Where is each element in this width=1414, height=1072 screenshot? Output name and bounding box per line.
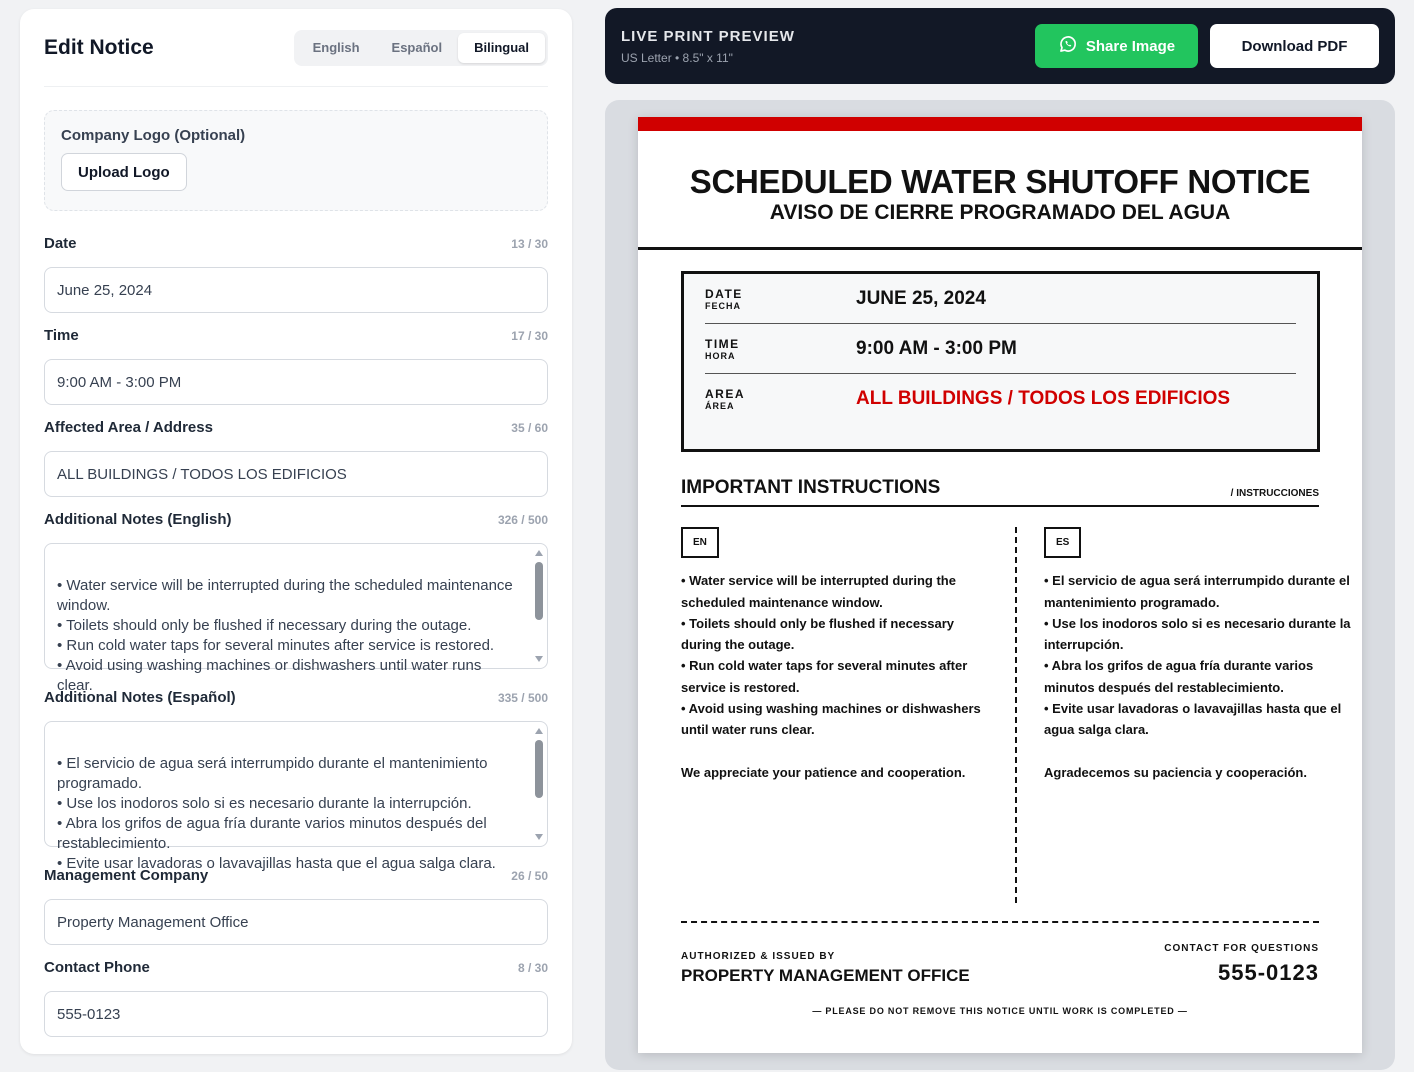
date-label: Date	[44, 235, 77, 252]
preview-heading	[621, 28, 795, 65]
preview-stage	[605, 100, 1395, 1070]
lang-english-button[interactable]: English	[312, 40, 360, 55]
company-input[interactable]: Property Management Office	[44, 899, 548, 945]
info-value-area: ALL BUILDINGS / TODOS LOS EDIFICIOS	[856, 388, 1231, 409]
contact-block	[1164, 943, 1319, 986]
logo-label: Company Logo (Optional)	[61, 127, 246, 144]
footer-note: — PLEASE DO NOT REMOVE THIS NOTICE UNTIL WORK IS COMPLETED —	[812, 1006, 1188, 1016]
instructions-header	[681, 475, 1319, 507]
thanks-english: We appreciate your patience and cooperation.	[681, 764, 966, 780]
notes-english-textarea[interactable]	[44, 543, 548, 694]
info-label-es: ÁREA	[705, 401, 735, 411]
whatsapp-icon	[1058, 34, 1078, 58]
area-char-count: 35 / 60	[511, 421, 548, 435]
notes-spanish-char-count: 335 / 500	[497, 691, 548, 705]
preview-actions	[1035, 24, 1379, 68]
notice-paper	[638, 117, 1362, 1053]
area-field	[44, 419, 548, 497]
info-label	[705, 387, 856, 411]
notice-title: SCHEDULED WATER SHUTOFF NOTICE	[689, 163, 1311, 200]
info-label-en: AREA	[705, 387, 746, 401]
instructions-english-text: • Water service will be interrupted during the scheduled maintenance window. • Toilets should only be flushed if necessary during the outage. • Run cold water taps for several minutes after service is restored. • Avoid using washing machines or dishwashers until water runs clear.	[681, 573, 981, 738]
logo-upload-box	[44, 110, 548, 211]
time-label: Time	[44, 327, 79, 344]
footer-divider	[681, 921, 1319, 923]
red-top-strip	[638, 117, 1362, 131]
notes-english-char-count: 326 / 500	[497, 513, 548, 527]
notes-english-scrollbar[interactable]	[534, 548, 544, 664]
notes-spanish-label: Additional Notes (Español)	[44, 689, 236, 706]
info-label	[705, 287, 856, 311]
info-row-area	[705, 374, 1296, 424]
company-field	[44, 867, 548, 945]
scroll-down-icon[interactable]	[535, 656, 543, 662]
notice-subtitle: AVISO DE CIERRE PROGRAMADO DEL AGUA	[769, 201, 1231, 224]
notes-english-field	[44, 511, 548, 694]
download-pdf-button[interactable]: Download PDF	[1210, 24, 1379, 68]
time-field	[44, 327, 548, 405]
notice-info-box	[681, 271, 1320, 452]
notes-spanish-textarea[interactable]	[44, 721, 548, 872]
es-tag: ES	[1044, 527, 1081, 558]
notes-spanish-field	[44, 689, 548, 872]
instructions-subtitle: / INSTRUCCIONES	[1230, 488, 1319, 499]
info-label-en: TIME	[705, 336, 740, 351]
instructions-title: IMPORTANT INSTRUCTIONS	[681, 477, 941, 498]
scroll-down-icon[interactable]	[535, 834, 543, 840]
info-label-en: DATE	[705, 286, 743, 301]
lang-bilingual-button[interactable]: Bilingual	[458, 33, 545, 63]
instructions-english-column	[681, 527, 991, 783]
info-value-time: 9:00 AM - 3:00 PM	[856, 337, 1017, 359]
language-toggle	[294, 30, 548, 66]
notes-english-label: Additional Notes (English)	[44, 511, 232, 528]
info-label-es: HORA	[705, 350, 736, 361]
date-field	[44, 235, 548, 313]
phone-field	[44, 959, 548, 1037]
en-tag: EN	[681, 527, 719, 558]
editor-panel	[20, 9, 572, 1054]
issued-by-block	[681, 951, 970, 986]
time-char-count: 17 / 30	[511, 329, 548, 343]
upload-logo-button[interactable]: Upload Logo	[61, 153, 187, 191]
phone-input[interactable]: 555-0123	[44, 991, 548, 1037]
info-value-date: JUNE 25, 2024	[856, 287, 986, 309]
preview-title: LIVE PRINT PREVIEW	[621, 27, 795, 45]
editor-header	[44, 9, 548, 87]
time-input[interactable]: 9:00 AM - 3:00 PM	[44, 359, 548, 405]
area-label: Affected Area / Address	[44, 419, 213, 436]
scroll-up-icon[interactable]	[535, 728, 543, 734]
share-image-button[interactable]	[1035, 24, 1198, 68]
preview-toolbar	[605, 8, 1395, 84]
notes-spanish-text: • El servicio de agua será interrumpido durante el mantenimiento programado. • Use los inodoros solo si es necesario durante la interrupción. • Abra los grifos de agua fría durante varios minutos después del restablecimiento. • Evite usar lavadoras o lavavajillas hasta que el agua salga clara.	[57, 755, 496, 872]
notes-spanish-scrollbar[interactable]	[534, 726, 544, 842]
company-label: Management Company	[44, 867, 209, 884]
preview-subtitle: US Letter • 8.5" x 11"	[621, 50, 733, 65]
notes-english-text: • Water service will be interrupted during the scheduled maintenance window. • Toilets should only be flushed if necessary during the outage. • Run cold water taps for several minutes after service is restored. • Avoid using washing machines or dishwashers until water runs clear.	[57, 577, 513, 694]
contact-label: CONTACT FOR QUESTIONS	[1164, 943, 1319, 954]
info-label-es: FECHA	[705, 300, 741, 311]
scroll-thumb[interactable]	[535, 562, 543, 620]
scroll-thumb[interactable]	[535, 740, 543, 798]
issued-by-label: AUTHORIZED & ISSUED BY	[681, 951, 836, 962]
scroll-up-icon[interactable]	[535, 550, 543, 556]
date-char-count: 13 / 30	[511, 237, 548, 251]
issued-by-company: PROPERTY MANAGEMENT OFFICE	[681, 966, 970, 985]
area-input[interactable]: ALL BUILDINGS / TODOS LOS EDIFICIOS	[44, 451, 548, 497]
column-divider	[1015, 527, 1017, 903]
info-label	[705, 337, 856, 361]
instructions-spanish-text: • El servicio de agua será interrumpido durante el mantenimiento programado. • Use los inodoros solo si es necesario durante la interrupción. • Abra los grifos de agua fría durante varios minutos después del restablecimiento. • Evite usar lavadoras o lavavajillas hasta que el agua salga clara.	[1044, 573, 1351, 738]
instructions-spanish-column	[1044, 527, 1354, 783]
share-image-label: Share Image	[1085, 37, 1176, 55]
notice-header	[638, 131, 1362, 250]
info-row-date	[705, 274, 1296, 324]
thanks-spanish: Agradecemos su paciencia y cooperación.	[1044, 764, 1307, 780]
company-char-count: 26 / 50	[511, 869, 548, 883]
contact-phone: 555-0123	[1218, 960, 1319, 985]
lang-spanish-button[interactable]: Español	[391, 40, 443, 55]
date-input[interactable]: June 25, 2024	[44, 267, 548, 313]
editor-title: Edit Notice	[44, 35, 154, 59]
info-row-time	[705, 324, 1296, 374]
phone-label: Contact Phone	[44, 959, 150, 976]
phone-char-count: 8 / 30	[517, 961, 548, 975]
